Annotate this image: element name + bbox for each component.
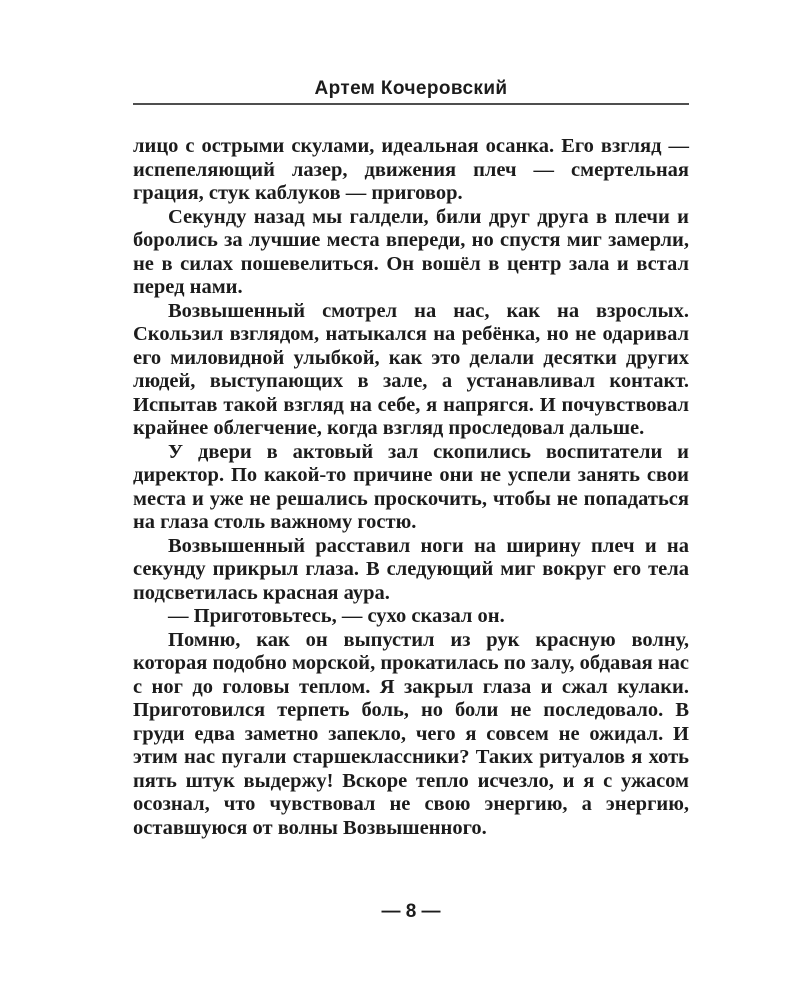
paragraph: Помню, как он выпустил из рук красную волну, которая подобно морской, прокатилась по залу, обдавая нас с ног до головы теплом. Я закрыл глаза и сжал кулаки. Приготовился терпеть боль, но боли не последовало. В груди едва заметно запекло, чего я совсем не ожидал. И этим нас пугали старшеклассники? Таких ритуалов я хоть пять штук выдержу! Вскоре тепло исчезло, и я с ужасом осознал, что чувствовал не свою энергию, а энергию, оставшуюся от волны Возвышенного. xyxy=(133,628,689,839)
paragraph: — Приготовьтесь, — сухо сказал он. xyxy=(168,605,505,627)
paragraph: лицо с острыми скулами, идеальная осанка. Его взгляд — испепеляющий лазер, движения плеч — смертельная грация, стук каблуков — приговор. xyxy=(133,135,689,204)
paragraph: Секунду назад мы галдели, били друг друга в плечи и боролись за лучшие места впереди, но спустя миг замерли, не в силах пошевелиться. Он вошёл в центр зала и встал перед нами. xyxy=(133,205,689,298)
paragraph: Возвышенный смотрел на нас, как на взрослых. Скользил взглядом, натыкался на ребёнка, но не одаривал его миловидной улыбкой, как это делали десятки других людей, выступающих в зале, а устанавливал контакт. Испытав такой взгляд на себе, я напрягся. И почувствовал крайнее облегчение, когда взгляд проследовал дальше. xyxy=(133,299,689,439)
header-rule xyxy=(133,103,689,105)
paragraph: У двери в актовый зал скопились воспитатели и директор. По какой-то причине они не успели занять свои места и уже не решались проскочить, чтобы не попадаться на глаза столь важному гостю. xyxy=(133,440,689,533)
page-body xyxy=(133,135,689,840)
running-header xyxy=(133,79,689,105)
page-number: — 8 — xyxy=(381,901,441,922)
paragraph: Возвышенный расставил ноги на ширину плеч и на секунду прикрыл глаза. В следующий миг вокруг его тела подсветилась красная аура. xyxy=(133,534,689,604)
page-footer xyxy=(133,901,689,923)
author-name: Артем Кочеровский xyxy=(314,78,508,99)
